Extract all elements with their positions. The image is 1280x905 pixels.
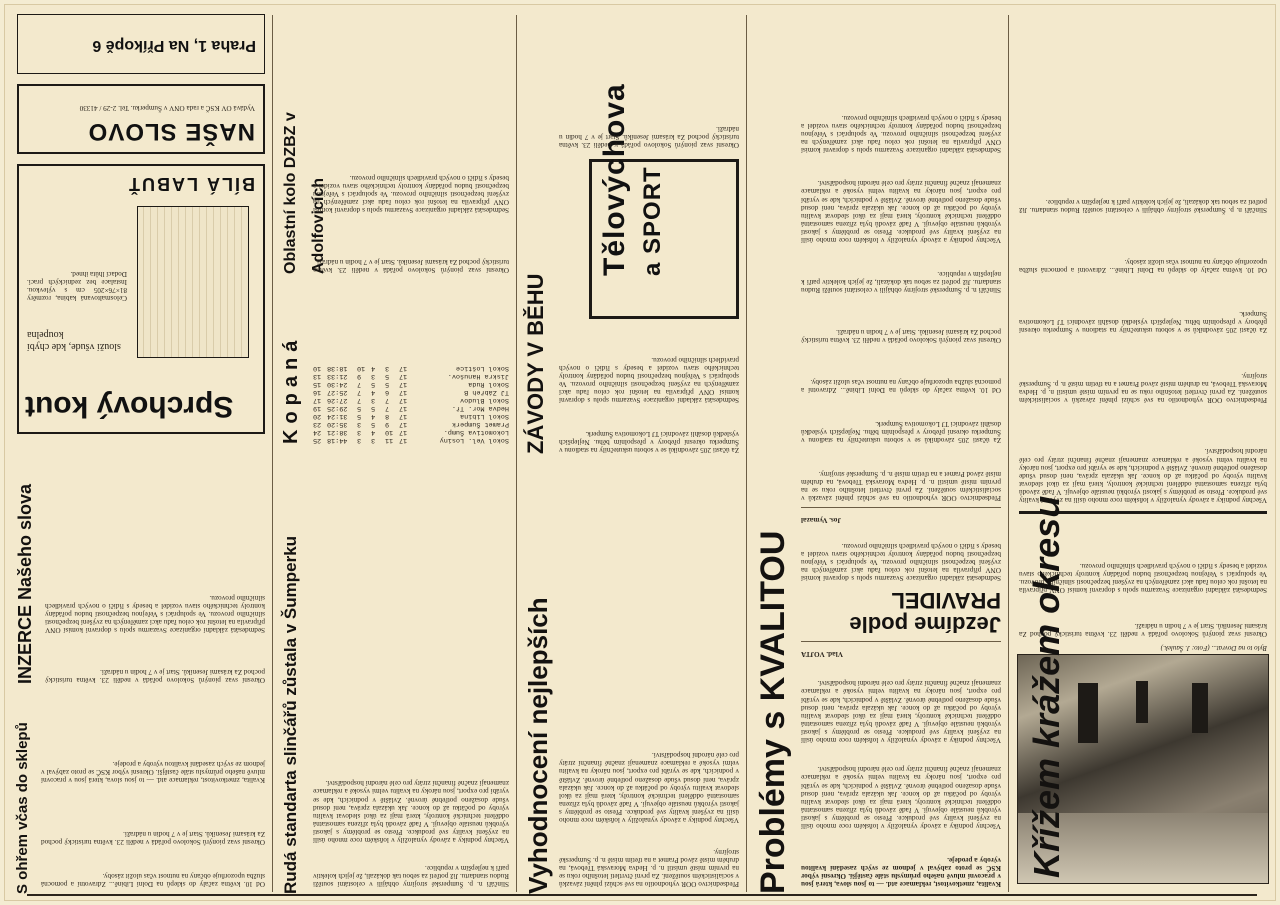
sklep-body: Od 10. května začaly do sklepů na Dolní Libině... Zdravotní a pomocná služba upozorňuje občany na nutnost včas uložit zásoby.	[801, 377, 1001, 394]
table-row	[313, 396, 509, 404]
table-cell: 5	[385, 372, 390, 380]
table-cell: 4	[371, 412, 376, 420]
table-cell: 4	[371, 428, 376, 436]
sprchovy-kout-ad	[17, 164, 265, 434]
utera-body: Slinčáři n. p. Šumperské strojírny obhájili v celostátní soutěži Rudou standartu. Již potřetí za sebou tak dokázali, že jejich kolektiv patří k nejlepším v republice.	[313, 863, 509, 888]
column-divider	[1008, 15, 1009, 892]
table-cell: 5	[371, 380, 376, 388]
table-cell: 7	[357, 388, 362, 396]
table-cell: 5	[357, 412, 362, 420]
column-divider	[746, 15, 747, 892]
sklep-body-2: Okresní svaz pionýrů Sokolovo pořádá v neděli 23. května turistický pochod Za krásami Jeseníků. Start je v 7 hodin u nádraží.	[41, 829, 265, 846]
table-cell: 35:20	[327, 420, 348, 428]
table-cell: 18:38	[327, 364, 348, 372]
masthead-body: Okresní svaz pionýrů Sokolovo pořádá v neděli 23. května turistický pochod Za krásami Jeseníků. Start je v 7 hodin u nádraží.	[1019, 621, 1267, 638]
divider	[801, 507, 1001, 508]
column-kvalita	[751, 13, 1005, 894]
sklep-continued: Od 10. května začaly do sklepů na Dolní Libině... Zdravotní a pomocná služba upozorňuje občany na nutnost včas uložit zásoby.	[1019, 257, 1267, 274]
team-name: Sokol Libina	[460, 412, 509, 420]
pravidel-title: Jezdíme podle PRAVIDEL	[849, 588, 1001, 637]
table-cell: 11	[385, 436, 394, 444]
kvalita-body-2: Všechny podniky a závody vynaložily v loňském roce mnoho úsilí na zvýšení kvality své produkce. Přesto se problémy s jakostí výrobků neustále objevují. V řadě závodů byla zřízena samostatná oddělení technické kontroly, která mají za úkol sledovat kvalitu výroby od počátku až do konce. Jak ukázala zpráva, není dosud všude dosaženo potřebné úrovně. Zvláště v podnicích, kde se vyrábí pro export, jsou nároky na kvalitu velmi vysoké a reklamace znamenají značné finanční ztráty pro celé národní hospodářství.	[801, 679, 1001, 744]
bila-labut-brand: BÍLÁ LABUŤ	[127, 174, 255, 194]
inzerce-body-2: Sedmdesátá základní organizace Svazarmu spolu s dopravní komisí ONV připravila na letošní rok celou řadu akcí zaměřených na zvýšení bezpečnosti silničního provozu. Ve spolupráci s Veřejnou bezpečností budou pořádány kontroly technického stavu vozidel a besedy s řidiči o nových pravidlech silničního provozu.	[45, 593, 265, 634]
table-cell: 6	[385, 388, 390, 396]
table-cell: 3	[371, 396, 376, 404]
table-row	[313, 428, 509, 436]
table-cell: 3	[371, 372, 376, 380]
table-cell: 5	[371, 404, 376, 412]
vyhodnoceni-headline-wrap	[521, 464, 555, 894]
top-rule	[27, 894, 1257, 896]
column-divider	[516, 15, 517, 892]
pravidel-body-2: Sedmdesátá základní organizace Svazarmu spolu s dopravní komisí ONV připravila na letošní rok celou řadu akcí zaměřených na zvýšení bezpečnosti silničního provozu. Ve spolupráci s Veřejnou bezpečností budou pořádány kontroly technického stavu vozidel a besedy s řidiči o nových pravidlech silničního provozu.	[801, 113, 1001, 154]
table-row	[313, 420, 509, 428]
person-silhouette	[1136, 681, 1148, 723]
team-name: Sokol Loštice	[455, 364, 509, 372]
rudastandarta-continued: Slinčáři n. p. Šumperské strojírny obhájili v celostátní soutěži Rudou standartu. Již potřetí za sebou tak dokázali, že jejich kolektiv patří k nejlepším v republice.	[1019, 197, 1267, 214]
kopana-headline-wrap	[277, 294, 305, 444]
table-cell: 4	[371, 388, 376, 396]
inzerce-body: Okresní svaz pionýrů Sokolovo pořádá v neděli 23. května turistický pochod Za krásami Jeseníků. Start je v 7 hodin u nádraží.	[45, 667, 265, 684]
table-cell: 15	[313, 380, 322, 388]
praha-ad	[17, 14, 265, 74]
dzbz-headline-wrap	[277, 14, 327, 274]
table-cell: 3	[371, 436, 376, 444]
sport-notes: Okresní svaz pionýrů Sokolovo pořádá v neděli 23. května turistický pochod Za krásami Jeseníků. Start je v 7 hodin u nádraží.	[559, 124, 739, 149]
table-cell: 3	[357, 436, 362, 444]
nase-slovo-logo: NAŠE SLOVO	[87, 118, 255, 145]
table-cell: 17	[399, 364, 408, 372]
vyhodnoceni-title: Vyhodnocení nejlepších	[523, 597, 553, 894]
table-row	[313, 388, 509, 396]
table-cell: 9	[385, 420, 390, 428]
person-silhouette	[1078, 683, 1098, 743]
table-cell: 20	[313, 412, 322, 420]
table-row	[313, 404, 509, 412]
table-cell: 25	[313, 436, 322, 444]
sklep-headline-wrap	[11, 694, 35, 894]
table-cell: 17	[399, 420, 408, 428]
masthead-title: Křížem krážem okresu	[1026, 495, 1067, 878]
team-name: Pramet Šumperk	[451, 420, 509, 428]
divider	[801, 641, 1001, 642]
sklep-body: Od 10. května začaly do sklepů na Dolní Libině... Zdravotní a pomocná služba upozorňuje občany na nutnost včas uložit zásoby.	[41, 871, 265, 888]
table-cell: 44:18	[327, 436, 348, 444]
zavody-body-2: Sedmdesátá základní organizace Svazarmu spolu s dopravní komisí ONV připravila na letošní rok celou řadu akcí zaměřených na zvýšení bezpečnosti silničního provozu. Ve spolupráci s Veřejnou bezpečností budou pořádány kontroly technického stavu vozidel a besedy s řidiči o nových pravidlech silničního provozu.	[559, 355, 739, 404]
column-kopana	[277, 13, 513, 894]
table-cell: 8	[385, 412, 390, 420]
table-cell: 7	[385, 396, 390, 404]
kvalita-byline: Vlad. VOJTA	[801, 650, 843, 658]
vyhodnoceni-continued: Předsednictvo OOR vyhodnotilo na své schůzi plnění závazků v socialistickém soutěžení. Za první čtvrtletí letošního roku se na prvním místě umístil n. p. Hedva Moravská Třebová, na druhém místě závod Pramet a na třetím místě n. p. Šumperské strojírny.	[1019, 371, 1267, 404]
sprchovy-subtitle: slouží všude, kde chybí koupelna	[27, 329, 121, 352]
team-name: Hedva Mor. Tř.	[451, 404, 509, 412]
kvalita-body: Všechny podniky a závody vynaložily v loňském roce mnoho úsilí na zvýšení kvality své produkce. Přesto se problémy s jakostí výrobků neustále objevují. V řadě závodů byla zřízena samostatná oddělení technické kontroly, která mají za úkol sledovat kvalitu výroby od počátku až do konce. Jak ukázala zpráva, není dosud všude dosaženo potřebné úrovně. Zvláště v podnicích, kde se vyrábí pro export, jsou nároky na kvalitu velmi vysoké a reklamace znamenají značné finanční ztráty pro celé národní hospodářství.	[801, 765, 1001, 830]
table-cell: 17	[399, 388, 408, 396]
table-cell: 17	[399, 396, 408, 404]
zavody-body: Za účasti 205 závodníků se v sobotu uskutečnily na stadionu v Šumperku okresní přebory v přespolním běhu. Nejlepších výsledků dosáhli závodníci TJ Lokomotiva Šumperk.	[559, 429, 739, 454]
vyhodnoceni-body: Předsednictvo OOR vyhodnotilo na své schůzi plnění závazků v socialistickém soutěžení. Za první čtvrtletí letošního roku se na prvním místě umístil n. p. Hedva Moravská Třebová, na druhém místě závod Pramet a na třetím místě n. p. Šumperské strojírny.	[559, 847, 739, 888]
table-cell: 38:21	[327, 428, 348, 436]
table-cell: 31:24	[327, 412, 348, 420]
zavody-body: Za účasti 205 závodníků se v sobotu uskutečnily na stadionu v Šumperku okresní přebory v přespolním běhu. Nejlepších výsledků dosáhli závodníci TJ Lokomotiva Šumperk.	[801, 419, 1001, 444]
table-row	[313, 380, 509, 388]
table-row	[313, 372, 509, 380]
team-name: Sokol Bludov	[460, 396, 509, 404]
table-cell: 17	[399, 428, 408, 436]
table-cell: 10	[385, 428, 394, 436]
nase-slovo-contact: Vydává OV KSČ a rada ONV v Šumperku. Tel. 2-29 / 41330	[79, 104, 255, 112]
table-cell: 25:27	[327, 388, 348, 396]
telovychova-line2: a SPORT	[639, 166, 666, 276]
table-cell: 4	[371, 364, 376, 372]
sklep-body-3: Kvalita, zmetkovitost, reklamace atd. — to jsou slova, která jsou v pracovní mluvě našeho průmyslu stále častější. Okresní výbor KSČ se proto zabýval v jednom ze svých zasedání kvalitou výroby a prodeje.	[41, 759, 265, 784]
dzbz-title: Oblastní kolo DZBZ v Adolfovicích	[282, 112, 327, 274]
table-cell: 9	[357, 372, 362, 380]
rotated-sheet	[5, 5, 1276, 901]
vyhodnoceni-body-2: Všechny podniky a závody vynaložily v loňském roce mnoho úsilí na zvýšení kvality své produkce. Přesto se problémy s jakostí výrobků neustále objevují. V řadě závodů byla zřízena samostatná oddělení technické kontroly, která mají za úkol sledovat kvalitu výroby od počátku až do konce. Jak ukázala zpráva, není dosud všude dosaženo potřebné úrovně. Zvláště v podnicích, kde se vyrábí pro export, jsou nároky na kvalitu velmi vysoké a reklamace znamenají značné finanční ztráty pro celé národní hospodářství.	[559, 751, 739, 824]
table-cell: 17	[399, 372, 408, 380]
table-cell: 17	[399, 404, 408, 412]
zavody-title: ZÁVODY V BĚHU	[523, 273, 548, 454]
table-cell: 7	[357, 380, 362, 388]
zavody-continued: Za účasti 205 závodníků se v sobotu uskutečnily na stadionu v Šumperku okresní přebory v přespolním běhu. Nejlepších výsledků dosáhli závodníci TJ Lokomotiva Šumperk.	[1019, 309, 1267, 334]
column-divider	[272, 15, 273, 892]
table-row	[313, 364, 509, 372]
table-cell: 17	[399, 380, 408, 388]
sprchovy-text: Celosmaltovaná kabina, rozměry 81×76×205 cm s výlevkou. Instalace bez zednických prací. Dodací lhůta ihned.	[27, 269, 127, 302]
kopana-title: Kopaná	[280, 334, 302, 444]
kvalita-continued: Všechny podniky a závody vynaložily v loňském roce mnoho úsilí na zvýšení kvality své produkce. Přesto se problémy s jakostí výrobků neustále objevují. V řadě závodů byla zřízena samostatná oddělení technické kontroly, která mají za úkol sledovat kvalitu výroby od počátku až do konce. Jak ukázala zpráva, není dosud všude dosaženo potřebné úrovně. Zvláště v podnicích, kde se vyrábí pro export, jsou nároky na kvalitu velmi vysoké a reklamace znamenají značné finanční ztráty pro celé národní hospodářství.	[1019, 447, 1267, 504]
table-cell: 7	[385, 404, 390, 412]
table-row	[313, 436, 509, 444]
person-silhouette	[1192, 683, 1208, 733]
column-masthead	[1015, 13, 1276, 894]
table-cell: 5	[357, 404, 362, 412]
photo-caption: Bylo to na Dovrat... (Foto: J. Šaulek.)	[1160, 644, 1267, 652]
table-row	[313, 412, 509, 420]
newspaper-page	[4, 4, 1276, 901]
table-cell: 19	[313, 404, 322, 412]
zpravy-body: Okresní svaz pionýrů Sokolovo pořádá v neděli 23. května turistický pochod Za krásami Jeseníků. Start je v 7 hodin u nádraží.	[801, 327, 1001, 344]
table-cell: 27:26	[327, 396, 348, 404]
team-name: Sokol Ruda	[468, 380, 509, 388]
pravidel-body: Sedmdesátá základní organizace Svazarmu spolu s dopravní komisí ONV připravila na letošní rok celou řadu akcí zaměřených na zvýšení bezpečnosti silničního provozu. Ve spolupráci s Veřejnou bezpečností budou pořádány kontroly technického stavu vozidel a besedy s řidiči o nových pravidlech silničního provozu.	[801, 541, 1001, 582]
column-vyhodnoceni	[521, 13, 743, 894]
zavody-headline-wrap	[521, 154, 551, 454]
utera-title: Rudá standarta slinčářů zůstala v Šumperku	[281, 535, 300, 894]
sprchovy-title: Sprchový kout	[25, 390, 234, 423]
table-cell: 29:25	[327, 404, 348, 412]
table-cell: 13	[313, 372, 322, 380]
vyhodnoceni-body: Předsednictvo OOR vyhodnotilo na své schůzi plnění závazků v socialistickém soutěžení. Za první čtvrtletí letošního roku se na prvním místě umístil n. p. Hedva Moravská Třebová, na druhém místě závod Pramet a na třetím místě n. p. Šumperské strojírny.	[801, 469, 1001, 502]
team-name: Lokomotiva Šump.	[443, 428, 509, 436]
team-name: TJ Zábřeh B	[464, 388, 509, 396]
table-cell: 24:30	[327, 380, 348, 388]
shower-cabin-illustration	[137, 206, 249, 358]
kvalita-body-3: Všechny podniky a závody vynaložily v loňském roce mnoho úsilí na zvýšení kvality své produkce. Přesto se problémy s jakostí výrobků neustále objevují. V řadě závodů byla zřízena samostatná oddělení technické kontroly, která mají za úkol sledovat kvalitu výroby od počátku až do konce. Jak ukázala zpráva, není dosud všude dosaženo potřebné úrovně. Zvláště v podnicích, kde se vyrábí pro export, jsou nároky na kvalitu velmi vysoké a reklamace znamenají značné finanční ztráty pro celé národní hospodářství.	[801, 179, 1001, 244]
dzbz-body-2: Sedmdesátá základní organizace Svazarmu spolu s dopravní komisí ONV připravila na letošní rok celou řadu akcí zaměřených na zvýšení bezpečnosti silničního provozu. Ve spolupráci s Veřejnou bezpečností budou pořádány kontroly technického stavu vozidel a besedy s řidiči o nových pravidlech silničního provozu.	[313, 173, 509, 214]
pravidel-body: Sedmdesátá základní organizace Svazarmu spolu s dopravní komisí ONV připravila na letošní rok celou řadu akcí zaměřených na zvýšení bezpečnosti silničního provozu. Ve spolupráci s Veřejnou bezpečností budou pořádány kontroly technického stavu vozidel a besedy s řidiči o nových pravidlech silničního provozu.	[1019, 561, 1267, 594]
table-cell: 7	[357, 396, 362, 404]
table-cell: 3	[357, 428, 362, 436]
table-cell: 17	[399, 412, 408, 420]
kvalita-headline-wrap	[751, 14, 795, 894]
table-cell: 10	[357, 364, 366, 372]
team-name: Sokol Vel. Losiny	[439, 436, 509, 444]
results-table	[313, 364, 509, 444]
sklep-title: S ohřem včas do sklepů	[14, 722, 31, 894]
table-cell: 10	[313, 364, 322, 372]
table-cell: 5	[385, 380, 390, 388]
utera-headline-wrap	[277, 454, 305, 894]
inzerce-headline-wrap	[11, 444, 39, 684]
table-cell: 16	[313, 388, 322, 396]
masthead-block	[1022, 13, 1072, 884]
table-cell: 24	[313, 428, 322, 436]
rudastandarta-body: Slinčáři n. p. Šumperské strojírny obhájili v celostátní soutěži Rudou standartu. Již potřetí za sebou tak dokázali, že jejich kolektiv patří k nejlepším v republice.	[801, 269, 1001, 294]
team-name: Jiskra Hanušov.	[447, 372, 509, 380]
table-cell: 21:33	[327, 372, 348, 380]
kvalita-title: Problémy s KVALITOU	[754, 530, 792, 894]
table-cell: 3	[357, 420, 362, 428]
utera-body-2: Všechny podniky a závody vynaložily v loňském roce mnoho úsilí na zvýšení kvality své produkce. Přesto se problémy s jakostí výrobků neustále objevují. V řadě závodů byla zřízena samostatná oddělení technické kontroly, která mají za úkol sledovat kvalitu výroby od počátku až do konce. Jak ukázala zpráva, není dosud všude dosaženo potřebné úrovně. Zvláště v podnicích, kde se vyrábí pro export, jsou nároky na kvalitu velmi vysoké a reklamace znamenají značné finanční ztráty pro celé národní hospodářství.	[313, 779, 509, 844]
results-rows	[313, 364, 509, 444]
table-cell: 23	[313, 420, 322, 428]
table-cell: 17	[313, 396, 322, 404]
table-cell: 5	[371, 420, 376, 428]
column-inzerce	[11, 13, 269, 894]
table-cell: 3	[385, 364, 390, 372]
praha-ad-text: Praha 1, Na Příkopě 6	[92, 37, 256, 54]
nase-slovo-ad	[17, 84, 265, 154]
telovychova-line1: Tělovýchova	[598, 83, 631, 276]
table-cell: 17	[399, 436, 408, 444]
inzerce-title: INZERCE Našeho slova	[15, 483, 35, 684]
kvalita-lead: Kvalita, zmetkovitost, reklamace atd. — to jsou slova, která jsou v pracovní mluvě našeho průmyslu stále častější. Okresní výbor KSČ se proto zabýval v jednom ze svých zasedání kvalitou výroby a prodeje.	[801, 855, 1001, 888]
dzbz-body: Okresní svaz pionýrů Sokolovo pořádá v neděli 23. května turistický pochod Za krásami Jeseníků. Start je v 7 hodin u nádraží.	[313, 257, 509, 274]
pravidel-byline: Jos. Vymazal	[801, 516, 841, 524]
